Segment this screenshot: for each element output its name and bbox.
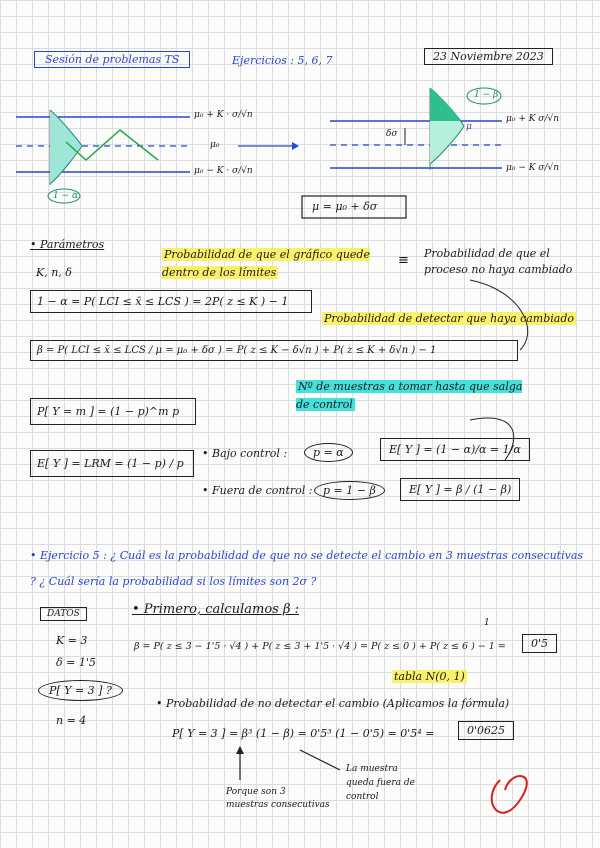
prob-graph-text: Probabilidad de que el gráfico quede dentro de los límites <box>162 248 370 279</box>
ucl-label-left: μ₀ + K · σ/√n <box>194 110 253 120</box>
session-title: Sesión de problemas TS <box>45 53 180 66</box>
final-result: 0'0625 <box>467 724 506 737</box>
signature <box>492 776 527 813</box>
expected-formula: E[ Y ] = LRM = (1 − p) / p <box>37 457 184 470</box>
mean-label-left: μ₀ <box>210 140 220 150</box>
beta-formula: β = P( LCI ≤ x̄ ≤ LCS / μ = μ₀ + δσ ) = P( z ≤ K − δ√n ) + P( z ≤ K + δ√n ) − 1 <box>37 345 437 356</box>
n-samples-text: Nº de muestras a tomar hasta que salga de control <box>296 380 523 411</box>
e-beta: E[ Y ] = β / (1 − β) <box>409 483 512 496</box>
date-text: 23 Noviembre 2023 <box>433 50 544 63</box>
prob-detect-text: Probabilidad de detectar que haya cambiado <box>324 312 575 325</box>
step1-title: • Primero, calculamos β : <box>132 602 299 617</box>
new-mean-formula: μ = μ₀ + δσ <box>312 200 378 213</box>
data-n: n = 4 <box>56 714 87 727</box>
curve-arrow-detect <box>470 280 528 350</box>
ucl-label-right: μ₀ + K σ/√n <box>506 114 560 124</box>
equiv-symbol: ≡ <box>398 253 409 268</box>
alpha-label: 1 − α <box>53 191 79 201</box>
annot-arrow-out <box>300 750 340 770</box>
out-control-label: • Fuera de control : <box>202 484 313 497</box>
exercise-statement: • Ejercicio 5 : ¿ Cuál es la probabilidad de que no se detecte el cambio en 3 muestras consecutivas ? ¿ Cuál sería la probabilidad si los límites son 2σ ? <box>30 549 584 588</box>
geom-formula: P[ Y = m ] = (1 − p)^m p <box>37 405 180 418</box>
data-title: DATOS <box>47 609 80 619</box>
in-control-label: • Bajo control : <box>202 447 288 460</box>
step2-title: • Probabilidad de no detectar el cambio (Aplicamos la fórmula) <box>156 697 510 710</box>
params-title: • Parámetros <box>30 238 105 251</box>
mu-label: μ <box>466 122 472 132</box>
p-alpha: p = α <box>313 446 344 459</box>
annot-one: 1 <box>484 618 490 628</box>
data-k: K = 3 <box>56 634 88 647</box>
exercises-label: Ejercicios : 5, 6, 7 <box>232 54 333 67</box>
target-text: P[ Y = 3 ] ? <box>49 684 112 697</box>
beta-label: 1 − β <box>474 90 499 100</box>
e-alpha: E[ Y ] = (1 − α)/α = 1/α <box>389 443 521 456</box>
note-out: La muestra queda fuera de control <box>346 764 415 802</box>
final-calc: P[ Y = 3 ] = β³ (1 − β) = 0'5³ (1 − 0'5) = 0'5⁴ = <box>172 727 435 740</box>
shift-label: δσ <box>386 129 398 139</box>
annot-arrowhead-consecutive <box>236 746 244 754</box>
lcl-label-left: μ₀ − K · σ/√n <box>194 166 253 176</box>
alpha-formula: 1 − α = P( LCI ≤ x̄ ≤ LCS ) = 2P( z ≤ K ) − 1 <box>37 295 289 308</box>
curve-arrow-n-samples <box>470 418 514 460</box>
data-delta: δ = 1'5 <box>56 656 96 669</box>
table-note-text: tabla N(0, 1) <box>394 670 465 683</box>
p-beta: p = 1 − β <box>323 484 376 497</box>
beta-result: 0'5 <box>531 637 549 650</box>
note-consecutive: Porque son 3 muestras consecutivas <box>226 787 330 810</box>
params-vars: K, n, δ <box>36 266 72 279</box>
prob-process-note: Probabilidad de que el proceso no haya cambiado <box>424 247 573 276</box>
lcl-label-right: μ₀ − K σ/√n <box>506 163 560 173</box>
beta-calc: β = P( z ≤ 3 − 1'5 · √4 ) + P( z ≤ 3 + 1'5 · √4 ) = P( z ≤ 0 ) + P( z ≤ 6 ) − 1 = <box>134 641 506 652</box>
